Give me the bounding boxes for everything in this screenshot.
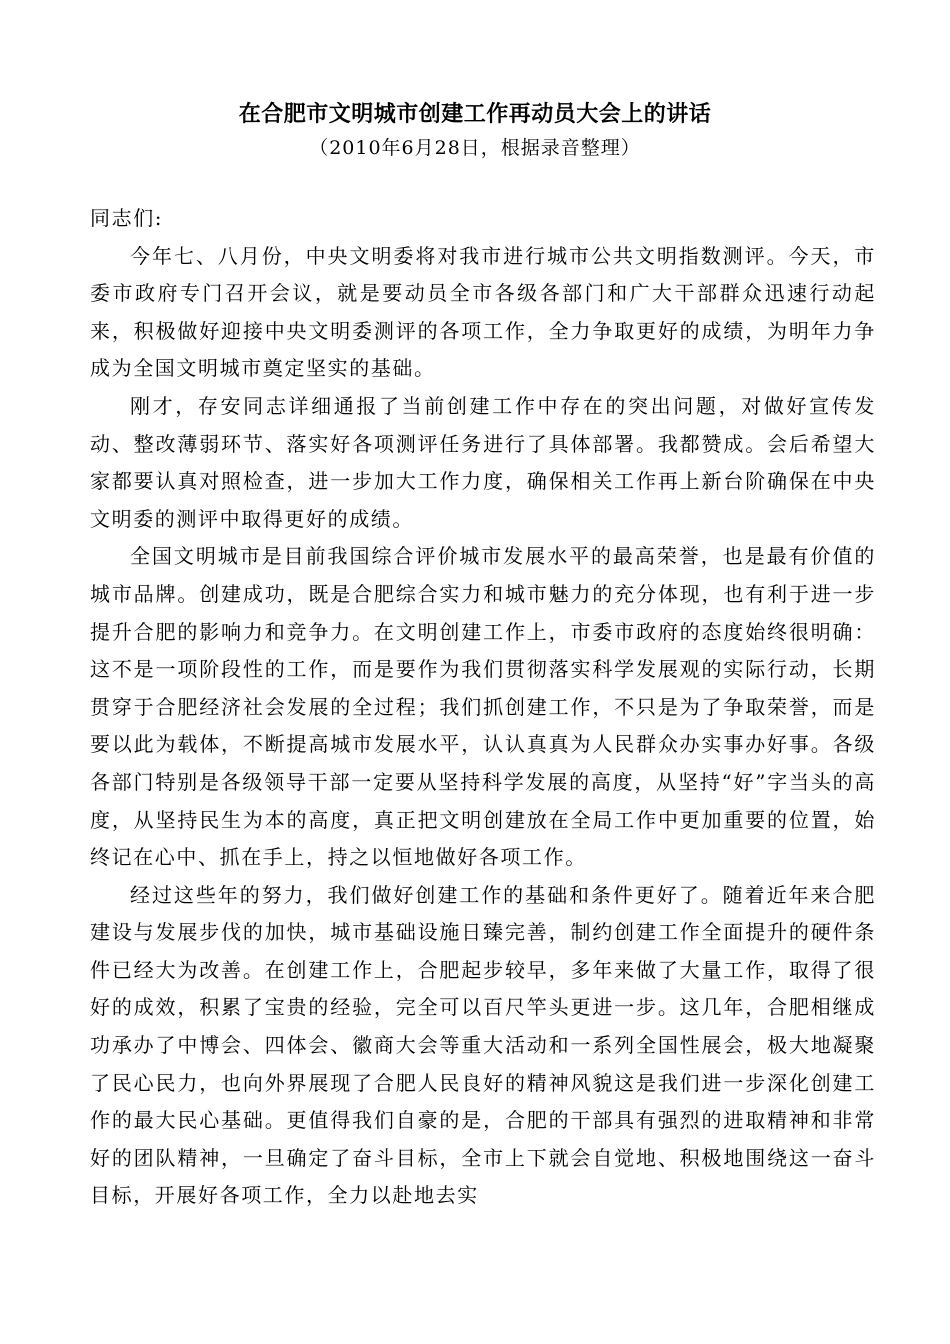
salutation: 同志们: xyxy=(90,206,164,230)
paragraph-4: 经过这些年的努力，我们做好创建工作的基础和条件更好了。随着近年来合肥建设与发展步伐的加快，城市基础设施日臻完善，制约创建工作全面提升的硬件条件已经大为改善。在创建工作上，合肥起步较早，多年来做了大量工作，取得了很好的成效，积累了宝贵的经验，完全可以百尺竿头更进一步。这几年，合肥相继成功承办了中博会、四体会、徽商大会等重大活动和一系列全国性展会，极大地凝聚了民心民力，也向外界展现了合肥人民良好的精神风貌这是我们进一步深化创建工作的最大民心基础。更值得我们自豪的是，合肥的干部具有强烈的进取精神和非常好的团队精神，一旦确定了奋斗目标，全市上下就会自觉地、积极地围绕这一奋斗目标，开展好各项工作，全力以赴地去实 xyxy=(90,882,876,1208)
paragraph-3: 全国文明城市是目前我国综合评价城市发展水平的最高荣誉，也是最有价值的城市品牌。创建成功，既是合肥综合实力和城市魅力的充分体现，也有利于进一步提升合肥的影响力和竞争力。在文明创建工作上，市委市政府的态度始终很明确：这不是一项阶段性的工作，而是要作为我们贯彻落实科学发展观的实际行动，长期贯穿于合肥经济社会发展的全过程；我们抓创建工作，不只是为了争取荣誉，而是要以此为载体，不断提高城市发展水平，认认真真为人民群众办实事办好事。各级各部门特别是各级领导干部一定要从坚持科学发展的高度，从坚持“好”字当头的高度，从坚持民生为本的高度，真正把文明创建放在全局工作中更加重要的位置，始终记在心中、抓在手上，持之以恒地做好各项工作。 xyxy=(90,544,876,870)
paragraph-2: 刚才，存安同志详细通报了当前创建工作中存在的突出问题，对做好宣传发动、整改薄弱环节、落实好各项测评任务进行了具体部署。我都赞成。会后希望大家都要认真对照检查，进一步加大工作力度，确保相关工作再上新台阶确保在中央文明委的测评中取得更好的成绩。 xyxy=(90,393,876,531)
document-body xyxy=(90,200,876,1215)
document-title: 在合肥市文明城市创建工作再动员大会上的讲话 xyxy=(238,101,712,127)
document-subtitle: （2010年6月28日，根据录音整理） xyxy=(309,137,641,159)
paragraph-1: 今年七、八月份，中央文明委将对我市进行城市公共文明指数测评。今天，市委市政府专门召开会议，就是要动员全市各级各部门和广大干部群众迅速行动起来，积极做好迎接中央文明委测评的各项工作，全力争取更好的成绩，为明年力争成为全国文明城市奠定坚实的基础。 xyxy=(90,243,876,381)
